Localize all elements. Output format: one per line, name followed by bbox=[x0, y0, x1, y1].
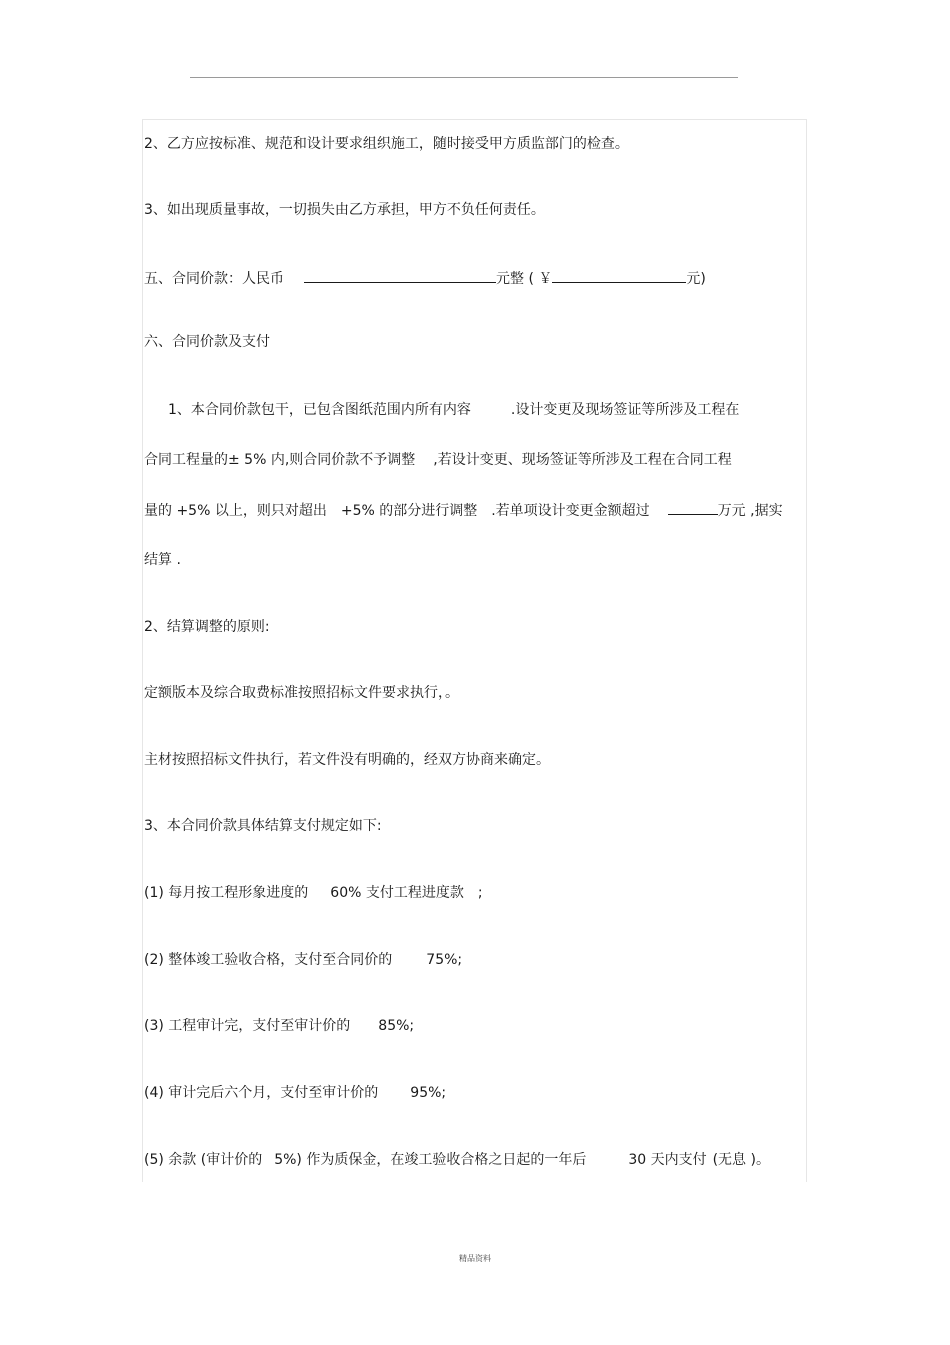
header-rule bbox=[190, 77, 738, 78]
quota-version-line: 定额版本及综合取费标准按照招标文件要求执行，。 bbox=[144, 685, 459, 701]
page-frame-top bbox=[142, 119, 807, 120]
footer-text: 精品资料 bbox=[459, 1254, 491, 1263]
clause-1-line-1: 1、本合同价款包干，已包含图纸范围内所有内容 .设计变更及现场签证等所涉及工程在 bbox=[168, 402, 740, 418]
amount-threshold-blank bbox=[668, 500, 718, 515]
payment-item-2: (2) 整体竣工验收合格，支付至合同价的 75%; bbox=[144, 952, 463, 968]
main-material-line: 主材按照招标文件执行，若文件没有明确的，经双方协商来确定。 bbox=[144, 752, 550, 768]
page-frame-right bbox=[806, 119, 807, 1182]
amount-in-figures-blank bbox=[552, 268, 686, 283]
settlement-principle-heading: 2、结算调整的原则: bbox=[144, 619, 270, 635]
payment-rules-heading: 3、本合同价款具体结算支付规定如下: bbox=[144, 818, 382, 834]
payment-item-5: (5) 余款 (审计价的 5%) 作为质保金，在竣工验收合格之日起的一年后 30 天内支付 (无息 )。 bbox=[144, 1152, 770, 1168]
payment-item-1: (1) 每月按工程形象进度的 60% 支付工程进度款 ; bbox=[144, 885, 483, 901]
contract-price-line: 五、合同价款：人民币 元整 ( ￥ 元) bbox=[144, 268, 706, 288]
clause-1-line-3: 量的 +5% 以上，则只对超出 +5% 的部分进行调整 .若单项设计变更金额超过 万元 ,据实 bbox=[144, 500, 783, 520]
clause-2-quality-inspection: 2、乙方应按标准、规范和设计要求组织施工，随时接受甲方质监部门的检查。 bbox=[144, 136, 629, 152]
clause-3-quality-accident: 3、如出现质量事故，一切损失由乙方承担，甲方不负任何责任。 bbox=[144, 202, 545, 218]
clause-1-line-2: 合同工程量的± 5% 内,则合同价款不予调整 ,若设计变更、现场签证等所涉及工程在合同工程 bbox=[144, 452, 732, 468]
amount-in-words-blank bbox=[304, 268, 496, 283]
clause-1-line-4: 结算 . bbox=[144, 552, 181, 568]
payment-item-3: (3) 工程审计完，支付至审计价的 85%; bbox=[144, 1018, 415, 1034]
page-frame-left bbox=[142, 119, 143, 1182]
section-6-heading: 六、合同价款及支付 bbox=[144, 334, 270, 350]
payment-item-4: (4) 审计完后六个月，支付至审计价的 95%; bbox=[144, 1085, 447, 1101]
